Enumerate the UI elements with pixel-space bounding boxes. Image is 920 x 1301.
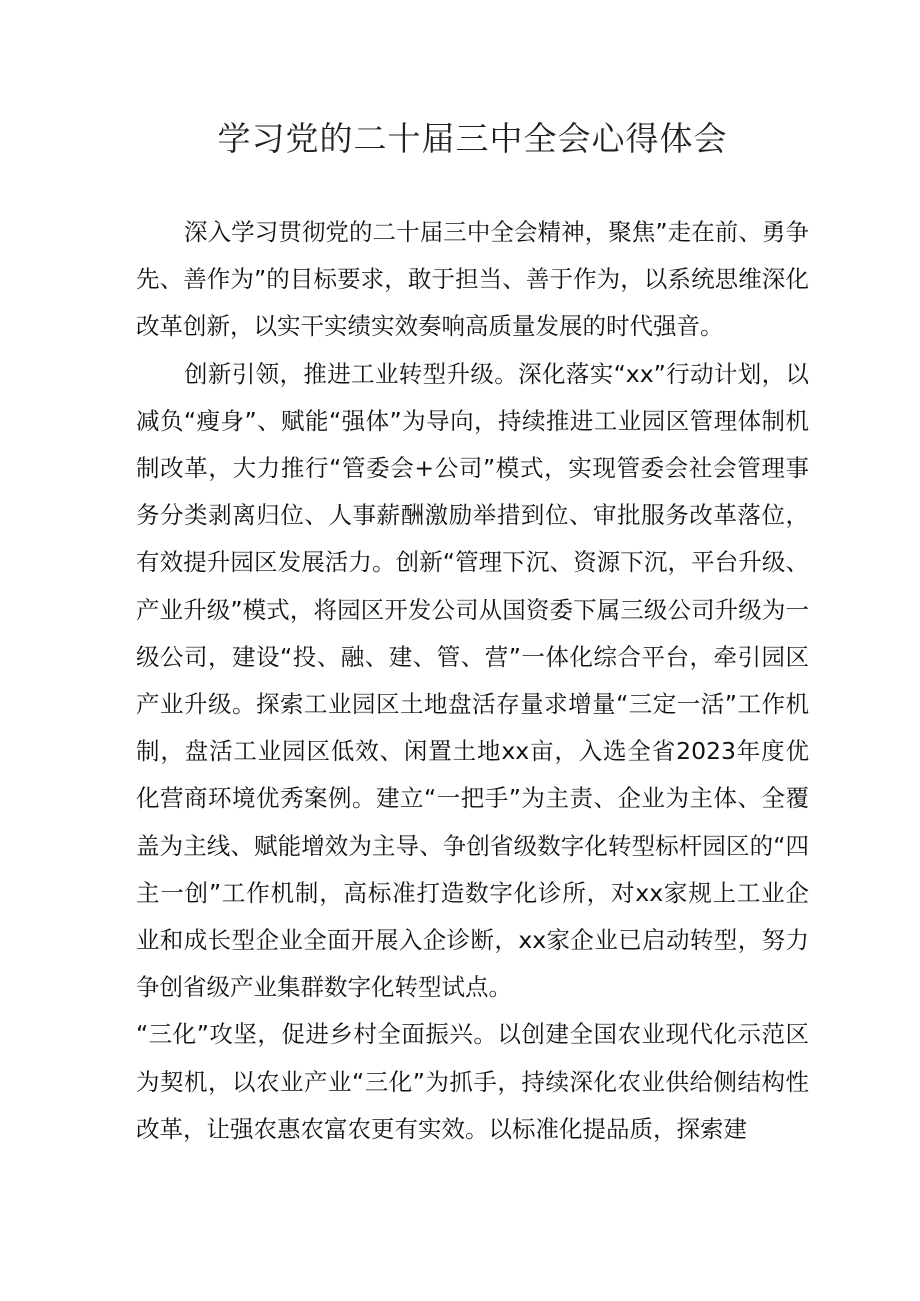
document-title: 学习党的二十届三中全会心得体会 (217, 119, 728, 158)
paragraph-industry-upgrade: 创新引领，推进工业转型升级。深化落实“xx”行动计划，以减负“瘦身”、赋能“强体”为导向，持续推进工业园区管理体制机制改革，大力推行“管委会+公司”模式，实现管委会社会管理事务分类剥离归位、人事薪酬激励举措到位、审批服务改革落位，有效提升园区发展活力。创新“管理下沉、资源下沉，平台升级、产业升级”模式，将园区开发公司从国资委下属三级公司升级为一级公司，建设“投、融、建、管、营”一体化综合平台，牵引园区产业升级。探索工业园区土地盘活存量求增量“三定一活”工作机制，盘活工业园区低效、闲置土地xx亩，入选全省2023年度优化营商环境优秀案例。建立“一把手”为主责、企业为主体、全覆盖为主线、赋能增效为主导、争创省级数字化转型标杆园区的“四主一创”工作机制，高标准打造数字化诊所，对xx家规上工业企业和成长型企业全面开展入企诊断，xx家企业已启动转型，努力争创省级产业集群数字化转型试点。 (136, 359, 809, 1002)
paragraph-rural-revitalization: “三化”攻坚，促进乡村全面振兴。以创建全国农业现代化示范区为契机，以农业产业“三化”为抓手，持续深化农业供给侧结构性改革，让强农惠农富农更有实效。以标准化提品质，探索建 (136, 1020, 809, 1143)
document-body (136, 209, 809, 1153)
paragraph-intro: 深入学习贯彻党的二十届三中全会精神，聚焦”走在前、勇争先、善作为”的目标要求，敢于担当、善于作为，以系统思维深化改革创新，以实干实绩实效奏响高质量发展的时代强音。 (136, 218, 809, 341)
